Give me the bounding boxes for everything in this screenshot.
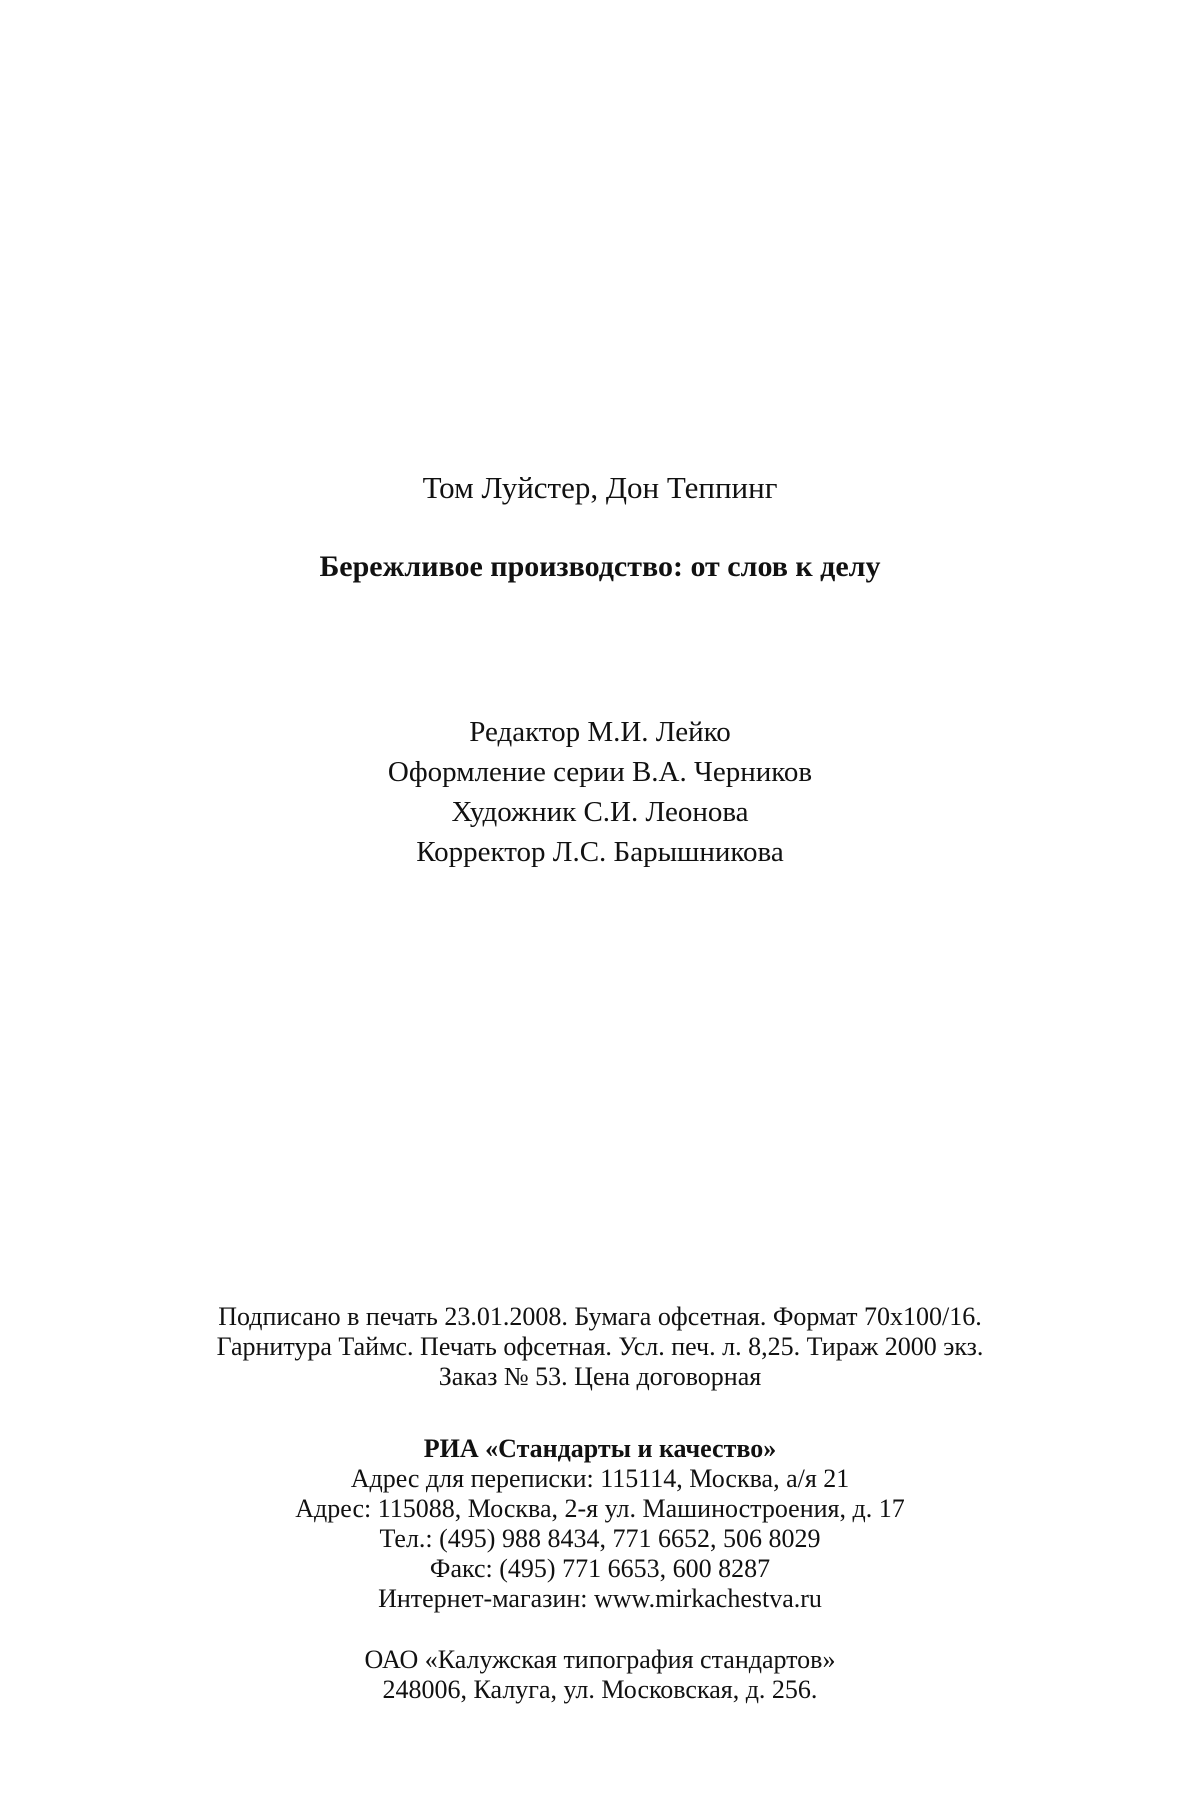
publisher-phone: Тел.: (495) 988 8434, 771 6652, 506 8029: [379, 1524, 821, 1553]
credit-proofreader: Корректор Л.С. Барышникова: [416, 836, 784, 868]
publisher-name: РИА «Стандарты и качество»: [423, 1434, 777, 1463]
publisher-webshop: Интернет-магазин: www.mirkachestva.ru: [378, 1584, 822, 1613]
publisher-block: [0, 1434, 1200, 1614]
credit-editor: Редактор М.И. Лейко: [469, 716, 731, 748]
imprint-block: [0, 1302, 1200, 1392]
printer-name: ОАО «Калужская типография стандартов»: [364, 1645, 836, 1674]
publisher-mail-address: Адрес для переписки: 115114, Москва, а/я 21: [350, 1464, 850, 1493]
imprint-line: Подписано в печать 23.01.2008. Бумага офсетная. Формат 70x100/16.: [218, 1302, 982, 1331]
publisher-address: Адрес: 115088, Москва, 2-я ул. Машиностроения, д. 17: [295, 1494, 905, 1523]
publisher-fax: Факс: (495) 771 6653, 600 8287: [429, 1554, 771, 1583]
printer-block: [0, 1645, 1200, 1705]
credit-series-design: Оформление серии В.А. Черников: [387, 756, 813, 788]
credit-artist: Художник С.И. Леонова: [451, 796, 749, 828]
printer-address: 248006, Калуга, ул. Московская, д. 256.: [382, 1675, 818, 1704]
credits-block: [0, 712, 1200, 872]
imprint-line: Гарнитура Таймс. Печать офсетная. Усл. печ. л. 8,25. Тираж 2000 экз.: [216, 1332, 984, 1361]
book-authors: Том Луйстер, Дон Теппинг: [422, 470, 778, 505]
imprint-line: Заказ № 53. Цена договорная: [438, 1362, 762, 1391]
book-title: Бережливое производство: от слов к делу: [319, 550, 881, 583]
